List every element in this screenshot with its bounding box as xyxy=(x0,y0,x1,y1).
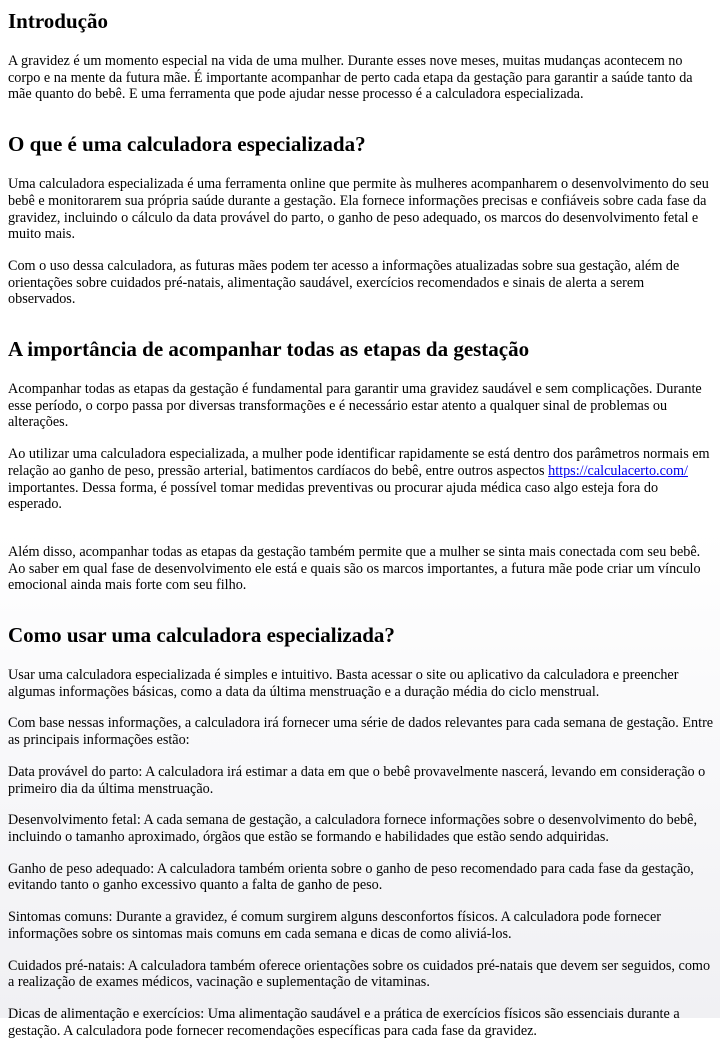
paragraph-importance-3: Além disso, acompanhar todas as etapas da gestação também permite que a mulher se sinta mais conectada com seu bebê. Ao saber em qual fase de desenvolvimento ele está e quais são os marcos importantes, a futura mãe pode criar um vínculo emocional ainda mais forte com seu filho. xyxy=(8,543,701,594)
info-item-desenvolvimento-fetal: Desenvolvimento fetal: A cada semana de gestação, a calculadora fornece informações sobre o desenvolvimento do bebê, incluindo o tamanho aproximado, órgãos que estão se formando e habilidades que estão sendo adquiridas. xyxy=(8,812,697,845)
heading-introducao: Introdução xyxy=(8,9,108,33)
article-body xyxy=(8,0,714,1054)
paragraph-importance-1: Acompanhar todas as etapas da gestação é fundamental para garantir uma gravidez saudável e sem complicações. Durante esse período, o corpo passa por diversas transformações e é necessário estar atento a qualquer sinal de problemas ou alterações. xyxy=(8,381,702,431)
paragraph-intro: A gravidez é um momento especial na vida de uma mulher. Durante esses nove meses, muitas mudanças acontecem no corpo e na mente da futura mãe. É importante acompanhar de perto cada etapa da gestação para garantir a saúde tanto da mãe quanto do bebê. E uma ferramenta que pode ajudar nesse processo é a calculadora especializada. xyxy=(8,53,693,103)
heading-como-usar: Como usar uma calculadora especializada? xyxy=(8,623,395,648)
paragraph-what-is-2: Com o uso dessa calculadora, as futuras mães podem ter acesso a informações atualizadas sobre sua gestação, além de orientações sobre cuidados pré-natais, alimentação saudável, exercícios recomendados e sinais de alerta a serem observados. xyxy=(8,257,680,308)
paragraph-importance-2-after: importantes. Dessa forma, é possível tomar medidas preventivas ou procurar ajuda médica caso algo esteja fora do esperado. xyxy=(8,479,659,513)
info-item-data-parto: Data provável do parto: A calculadora irá estimar a data em que o bebê provavelmente nascerá, levando em consideração o primeiro dia da última menstruação. xyxy=(8,763,706,797)
heading-importancia: A importância de acompanhar todas as etapas da gestação xyxy=(8,337,530,362)
heading-o-que-e: O que é uma calculadora especializada? xyxy=(8,132,366,157)
paragraph-how-to-2: Com base nessas informações, a calculadora irá fornecer uma série de dados relevantes para cada semana de gestação. Entre as principais informações estão: xyxy=(8,715,714,749)
info-item-sintomas: Sintomas comuns: Durante a gravidez, é comum surgirem alguns desconfortos físicos. A calculadora pode fornecer informações sobre os sintomas mais comuns em cada semana e dicas de como aliviá-los. xyxy=(8,909,661,942)
info-item-alimentacao-exercicios: Dicas de alimentação e exercícios: Uma alimentação saudável e a prática de exercícios físicos são essenciais durante a gestação. A calculadora pode fornecer recomendações específicas para cada fase da gravidez. xyxy=(8,1005,680,1039)
paragraph-what-is-1: Uma calculadora especializada é uma ferramenta online que permite às mulheres acompanharem o desenvolvimento do seu bebê e monitorarem sua própria saúde durante a gestação. Ela fornece informações precisas e confiáveis sobre cada fase da gravidez, incluindo o cálculo da data provável do parto, o ganho de peso adequado, os marcos do desenvolvimento fetal e muito mais. xyxy=(8,176,709,243)
paragraph-importance-2-before: Ao utilizar uma calculadora especializada, a mulher pode identificar rapidamente se está dentro dos parâmetros normais em relação ao ganho de peso, pressão arterial, batimentos cardíacos do bebê, entre outros aspectos xyxy=(8,446,710,479)
info-item-cuidados-pre-natais: Cuidados pré-natais: A calculadora também oferece orientações sobre os cuidados pré-natais que devem ser seguidos, como a realização de exames médicos, vacinação e suplementação de vitaminas. xyxy=(8,957,711,991)
paragraph-importance-2 xyxy=(8,446,714,513)
info-item-ganho-peso: Ganho de peso adequado: A calculadora também orienta sobre o ganho de peso recomendado para cada fase da gestação, evitando tanto o ganho excessivo quanto a falta de ganho de peso. xyxy=(8,860,694,894)
calculacerto-link[interactable]: https://calculacerto.com/ xyxy=(548,462,688,479)
paragraph-how-to-1: Usar uma calculadora especializada é simples e intuitivo. Basta acessar o site ou aplicativo da calculadora e preencher algumas informações básicas, como a data da última menstruação e a duração média do ciclo menstrual. xyxy=(8,667,679,700)
